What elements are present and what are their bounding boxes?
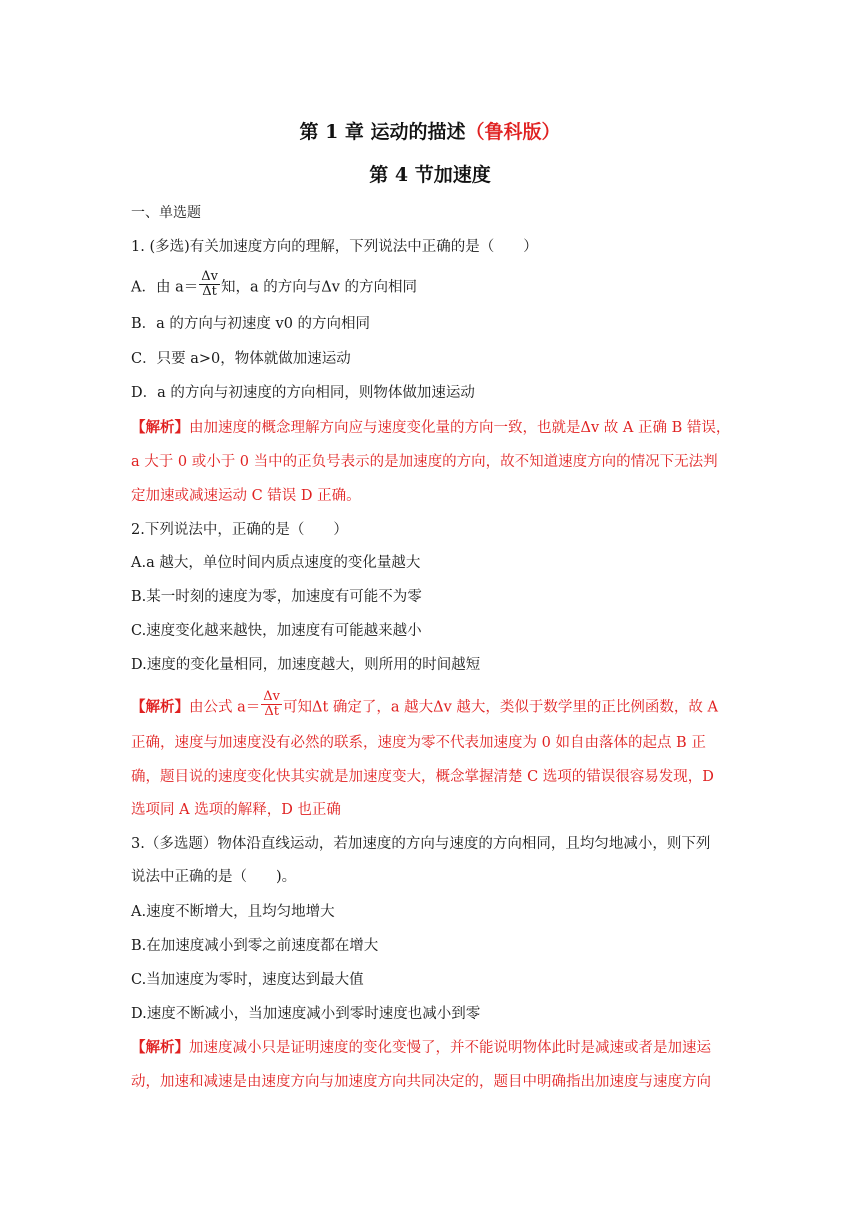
q1-stem: 1. (多选)有关加速度方向的理解，下列说法中正确的是（ ） — [131, 239, 538, 255]
q1-option-a-post: 知，a 的方向与Δv 的方向相同 — [220, 279, 417, 296]
q2-analysis-line-4: 选项同 A 选项的解释，D 也正确 — [131, 802, 341, 818]
q2-analysis-line-3: 确，题目说的速度变化快其实就是加速度变大，概念掌握清楚 C 选项的错误很容易发现，D — [131, 769, 714, 785]
q3-analysis-text-1: 加速度减小只是证明速度的变化变慢了，并不能说明物体此时是减速或者是加速运 — [189, 1040, 711, 1056]
q2-stem: 2.下列说法中，正确的是（ ） — [131, 522, 348, 538]
q3-analysis-line-2: 动，加速和减速是由速度方向与加速度方向共同决定的，题目中明确指出加速度与速度方向 — [131, 1074, 711, 1090]
analysis-tag: 【解析】 — [131, 1039, 189, 1056]
q1-option-b: B．a 的方向与初速度 v0 的方向相同 — [131, 316, 371, 332]
chapter-title — [0, 117, 860, 144]
q3-option-a: A.速度不断增大，且均匀地增大 — [131, 904, 335, 920]
q3-option-b: B.在加速度减小到零之前速度都在增大 — [131, 938, 379, 954]
q1-fraction — [199, 270, 220, 299]
section-title: 第 4 节加速度 — [369, 164, 491, 186]
q1-analysis-line-3: 定加速或减速运动 C 错误 D 正确。 — [131, 488, 361, 504]
q2-option-a: A.a 越大，单位时间内质点速度的变化量越大 — [131, 555, 421, 571]
q2-analysis-line-2: 正确，速度与加速度没有必然的联系，速度为零不代表加速度为 0 如自由落体的起点 B 正 — [131, 735, 706, 751]
q1-analysis-line-2: a 大于 0 或小于 0 当中的正负号表示的是加速度的方向，故不知道速度方向的情况下无法判 — [131, 454, 718, 470]
q2-option-b: B.某一时刻的速度为零，加速度有可能不为零 — [131, 589, 422, 605]
q2-analysis-pre: 由公式 a＝ — [189, 699, 261, 716]
analysis-tag: 【解析】 — [131, 698, 189, 716]
q3-stem-line-1: 3.（多选题）物体沿直线运动，若加速度的方向与速度的方向相同，且均匀地减小，则下列 — [131, 836, 711, 852]
q3-option-c: C.当加速度为零时，速度达到最大值 — [131, 972, 364, 988]
fraction-denominator: Δt — [264, 704, 279, 719]
q3-stem-line-2: 说法中正确的是（ )。 — [131, 869, 297, 885]
fraction-numerator: Δv — [263, 689, 280, 704]
fraction-denominator: Δt — [202, 284, 217, 299]
chapter-title-text: 第 1 章 运动的描述 — [299, 121, 466, 143]
q2-option-c: C.速度变化越来越快，加速度有可能越来越小 — [131, 623, 422, 639]
q3-analysis-line-1 — [131, 1038, 731, 1058]
q1-option-c: C．只要 a>0，物体就做加速运动 — [131, 351, 351, 367]
q1-analysis-line-1 — [131, 418, 731, 438]
q1-analysis-text-1: 由加速度的概念理解方向应与速度变化量的方向一致，也就是Δv 故 A 正确 B 错误， — [189, 420, 731, 436]
q3-option-d: D.速度不断减小，当加速度减小到零时速度也减小到零 — [131, 1006, 481, 1022]
q2-analysis-post: 可知Δt 确定了，a 越大Δv 越大，类似于数学里的正比例函数，故 A — [283, 699, 719, 716]
q2-option-d: D.速度的变化量相同，加速度越大，则所用的时间越短 — [131, 657, 481, 673]
q1-option-a — [131, 269, 731, 302]
q1-option-d: D．a 的方向与初速度的方向相同，则物体做加速运动 — [131, 385, 475, 401]
section-label: 一、单选题 — [131, 205, 201, 221]
fraction-numerator: Δv — [201, 269, 218, 284]
edition-label: （鲁科版） — [465, 121, 561, 143]
q2-fraction — [261, 690, 282, 719]
analysis-tag: 【解析】 — [131, 419, 189, 436]
q2-analysis-line-1 — [131, 689, 731, 722]
q1-option-a-pre: A．由 a＝ — [131, 279, 199, 296]
